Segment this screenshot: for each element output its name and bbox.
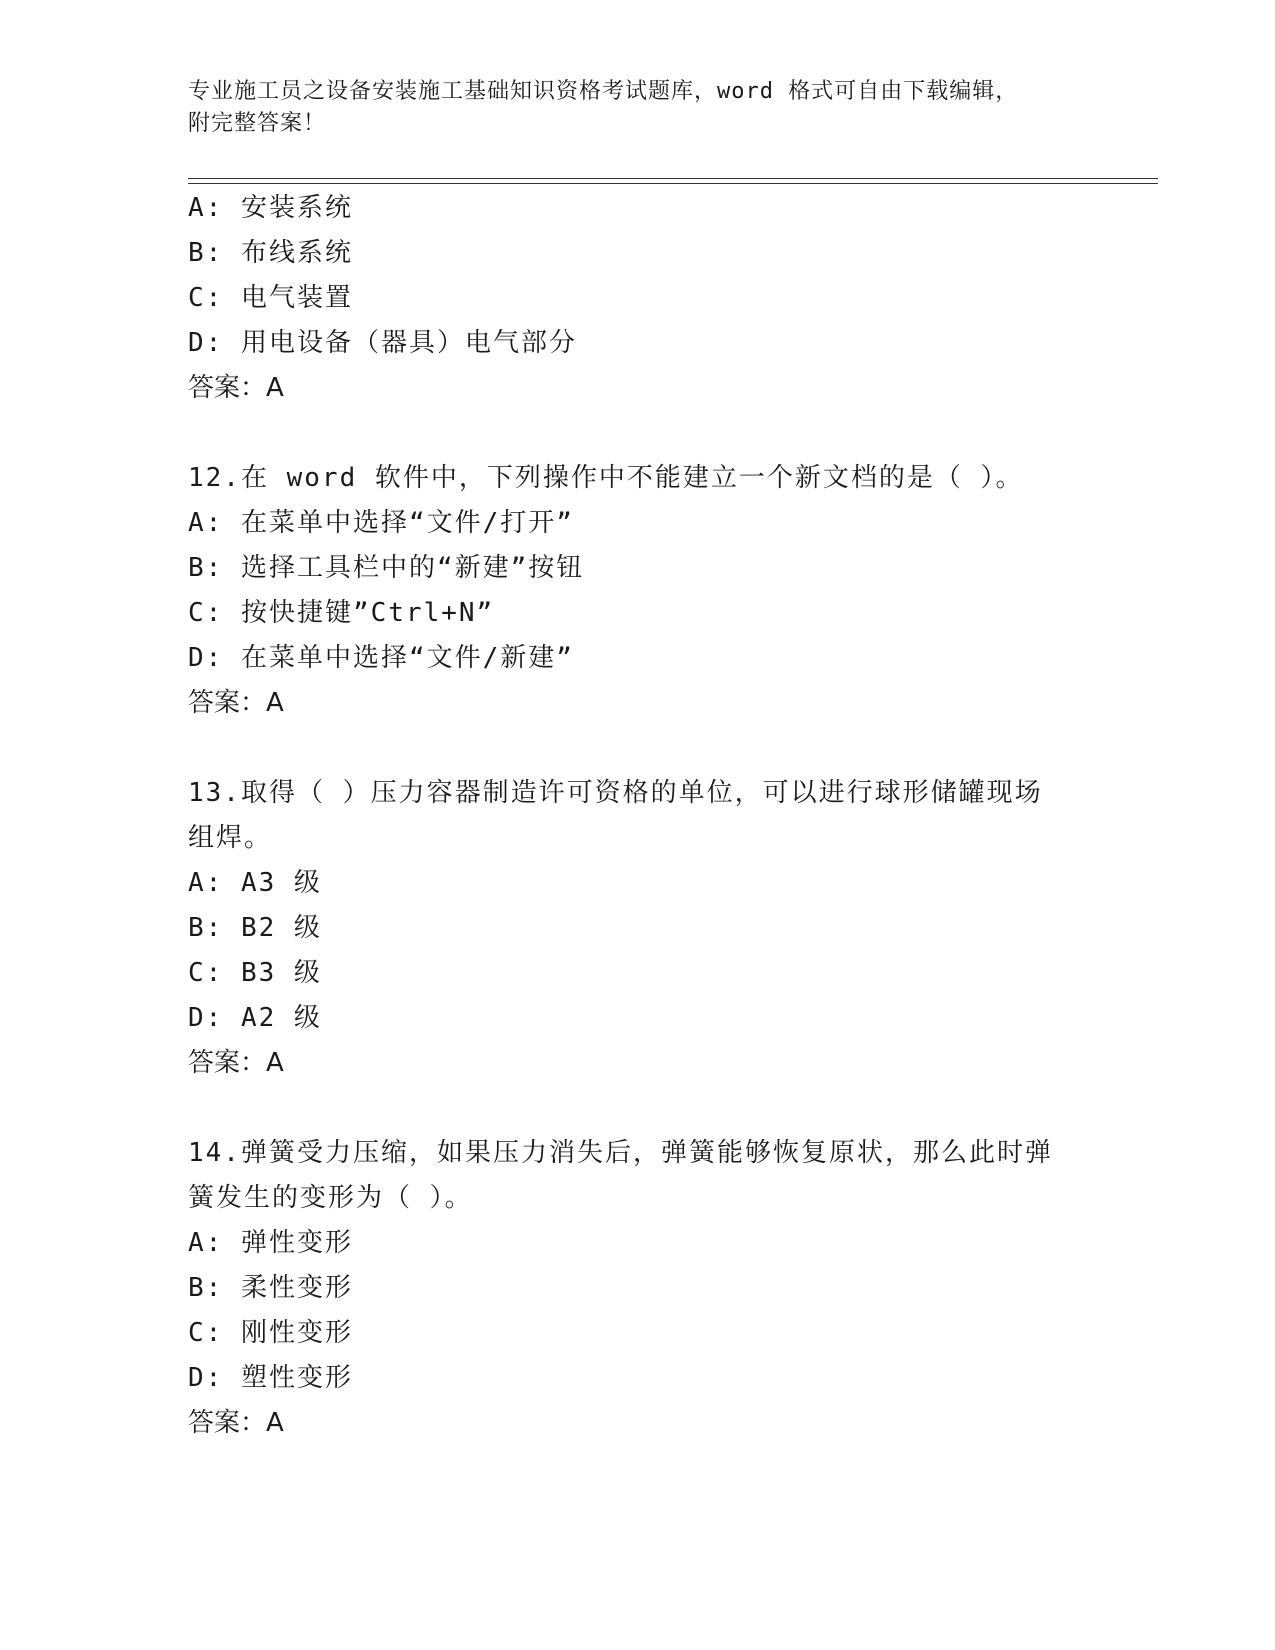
q12-option-d: D: 在菜单中选择“文件/新建” [188,643,574,673]
header-divider-top [188,178,1158,179]
q13-answer: 答案：A [188,1048,284,1078]
header-line-1: 专业施工员之设备安装施工基础知识资格考试题库，word 格式可自由下载编辑， [188,79,1019,104]
q14-stem-line-2: 簧发生的变形为（ ）。 [188,1183,473,1213]
header-divider-bottom [188,183,1158,184]
header-line-2: 附完整答案！ [188,111,327,136]
q12-answer: 答案：A [188,688,284,718]
q13-option-b: B: B2 级 [188,913,322,943]
q13-stem-line-1: 13.取得（ ）压力容器制造许可资格的单位，可以进行球形储罐现场 [188,778,1043,808]
q14-answer: 答案：A [188,1408,284,1438]
q12-option-c: C: 按快捷键”Ctrl+N” [188,598,495,628]
q12-option-b: B: 选择工具栏中的“新建”按钮 [188,553,585,583]
q14-option-d: D: 塑性变形 [188,1363,353,1393]
document-header [188,76,1088,140]
q14-option-b: B: 柔性变形 [188,1273,353,1303]
q11-answer: 答案：A [188,373,284,403]
q11-option-d: D: 用电设备（器具）电气部分 [188,328,577,358]
q12-option-a: A: 在菜单中选择“文件/打开” [188,508,574,538]
q13-option-a: A: A3 级 [188,868,322,898]
q13-option-d: D: A2 级 [188,1003,322,1033]
q12-stem: 12.在 word 软件中，下列操作中不能建立一个新文档的是（ ）。 [188,463,1024,493]
q13-option-c: C: B3 级 [188,958,322,988]
q13-stem-line-2: 组焊。 [188,823,273,853]
q14-option-a: A: 弹性变形 [188,1228,353,1258]
q11-option-a: A: 安装系统 [188,193,353,223]
q14-option-c: C: 刚性变形 [188,1318,353,1348]
q11-option-b: B: 布线系统 [188,238,353,268]
q11-option-c: C: 电气装置 [188,283,353,313]
q14-stem-line-1: 14.弹簧受力压缩，如果压力消失后，弹簧能够恢复原状，那么此时弹 [188,1138,1053,1168]
